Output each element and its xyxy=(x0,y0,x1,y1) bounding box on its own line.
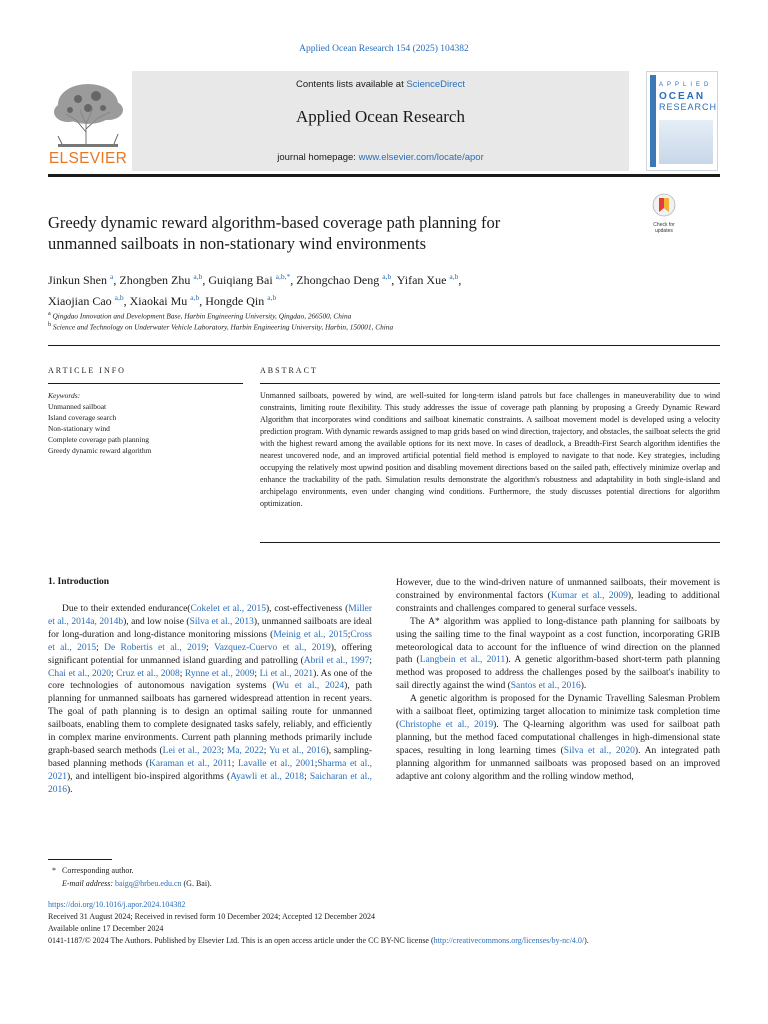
citation-link[interactable]: Santos et al., 2016 xyxy=(510,681,581,692)
citation-link[interactable]: Silva et al., 2020 xyxy=(563,745,635,756)
affiliation-a: $^a$ Qingdao Innovation and Development Base, Harbin Engineering University, Qingdao, 266500, China xyxy=(48,311,352,321)
author-name[interactable]: Zhongchao Deng xyxy=(296,273,380,287)
citation-link[interactable]: Ayawli et al., 2018 xyxy=(230,771,305,782)
doi-link[interactable]: https://doi.org/10.1016/j.apor.2024.104382 xyxy=(48,900,186,909)
citation-link[interactable]: Kumar et al., 2009 xyxy=(550,590,628,601)
citation-link[interactable]: Meinig et al., 2015 xyxy=(273,629,348,640)
journal-citation[interactable]: Applied Ocean Research 154 (2025) 104382 xyxy=(299,44,469,54)
citation-link[interactable]: Silva et al., 2013 xyxy=(189,616,254,627)
citation-link[interactable]: Ma, 2022 xyxy=(226,745,264,756)
paragraph: However, due to the wind-driven nature of unmanned sailboats, their movement is constrained by environmental factors (Kumar et al., 2009), leading to additional constraints and challenges compared to general surface vessels. xyxy=(396,578,720,614)
paragraph: Due to their extended endurance(Cokelet et al., 2015), cost-effectiveness (Miller et al., 2014a, 2014b), and low noise (Silva et al., 2013), unmanned sailboats are ideal for long-duration and long-distance monitoring missions (Meinig et al., 2015;Cross et al., 2015; De Robertis et al., 2019; Vazquez-Cuervo et al., 2019), offering significant potential for unmanned island guarding and patrolling (Abril et al., 1997; Chai et al., 2020; Cruz et al., 2008; Rynne et al., 2009; Li et al., 2021). As one of the core technologies of autonomous navigation systems (Wu et al., 2024), path planning for unmanned sailboats has garnered widespread attention in recent years. The goal of path planning is to design an optimal sailing route for unmanned sailboats, enabling them to complete designated tasks safely, reliably, and efficiently in complex marine environments. Current path planning methods primarily include graph-based search methods (Lei et al., 2023; Ma, 2022; Yu et al., 2016), sampling-based planning methods (Karaman et al., 2011; Lavalle et al., 2001;Sharma et al., 2021), and intelligent bio-inspired algorithms (Ayawli et al., 2018; Saicharan et al., 2016). xyxy=(48,604,373,795)
citation-link[interactable]: Saicharan et al., 2016 xyxy=(48,771,373,795)
cover-line1: APPLIED xyxy=(659,82,713,88)
badge-text-line1: Check for xyxy=(653,222,675,228)
header-rule xyxy=(48,174,720,177)
keyword-item: Complete coverage path planning xyxy=(48,435,150,444)
paper-title: Greedy dynamic reward algorithm-based coverage path planning for unmanned sailboats in non-stationary wind environments xyxy=(48,213,501,253)
journal-name: Applied Ocean Research xyxy=(296,107,465,126)
citation-link[interactable]: Lavalle et al., 2001 xyxy=(237,758,315,769)
sciencedirect-link[interactable]: ScienceDirect xyxy=(406,79,465,90)
author-affiliation-marker[interactable]: a,b xyxy=(190,293,200,302)
keyword-item: Unmanned sailboat xyxy=(48,402,107,411)
body-column-right xyxy=(396,577,720,784)
publisher-wordmark: ELSEVIER xyxy=(48,150,128,167)
cover-stripe xyxy=(650,75,656,167)
citation-link[interactable]: De Robertis et al., 2019 xyxy=(104,642,207,653)
author-name[interactable]: Xiaokai Mu xyxy=(129,294,188,308)
citation-link[interactable]: Yu et al., 2016 xyxy=(268,745,326,756)
journal-cover[interactable] xyxy=(646,71,718,171)
author-list: Jinkun Shen $^a$, Zhongben Zhu $^{a,b}$, Guiqiang Bai $^{a,b,*}$, Zhongchao Deng $^{a,b}$, Yifan Xue $^{a,b}$, Xiaojian Cao $^{a,b}$, Xiaokai Mu $^{a,b}$, Hongde Qin $^{a,b}$ xyxy=(48,272,462,308)
citation-link[interactable]: Cokelet et al., 2015 xyxy=(190,604,266,614)
corresponding-author-note: * Corresponding author. xyxy=(52,866,134,875)
received-dates: Received 31 August 2024; Received in revised form 10 December 2024; Accepted 12 December 2024 xyxy=(48,912,376,921)
body-column-left xyxy=(48,603,372,797)
author-name[interactable]: Xiaojian Cao xyxy=(48,294,112,308)
footnote-rule xyxy=(48,859,112,860)
author-affiliation-marker[interactable]: a,b xyxy=(193,272,203,281)
article-info-heading: ARTICLE INFO xyxy=(48,366,126,375)
citation-link[interactable]: Chai et al., 2020 xyxy=(48,668,112,679)
citation-link[interactable]: Sharma et al., 2021 xyxy=(48,758,372,782)
citation-link[interactable]: Cruz et al., 2008 xyxy=(116,668,180,679)
citation-link[interactable]: Abril et al., 1997 xyxy=(303,655,370,666)
author-name[interactable]: Hongde Qin xyxy=(205,294,265,308)
author-affiliation-marker[interactable]: a,b xyxy=(267,293,277,302)
paragraph: The A* algorithm was applied to long-distance path planning for sailboats by using the sailing time to the final waypoint as a cost function, incorporating GRIB meteorological data to account for the influence of wind direction on the planned path (Langbein et al., 2011). A genetic algorithm-based short-term path planning method was proposed to address the challenges posed by the sailboat's inability to sail directly against the wind (Santos et al., 2016). xyxy=(396,616,720,692)
homepage-line: journal homepage: www.elsevier.com/locate/apor xyxy=(277,152,484,163)
author-affiliation-marker[interactable]: a,b xyxy=(114,293,124,302)
keyword-item: Greedy dynamic reward algorithm xyxy=(48,446,152,455)
citation-link[interactable]: Christophe et al., 2019 xyxy=(399,719,494,730)
citation-link[interactable]: Karaman et al., 2011 xyxy=(149,758,232,769)
citation-link[interactable]: Lei et al., 2023 xyxy=(162,745,222,756)
bookmark-icon xyxy=(646,193,682,217)
affiliation-b: $^b$ Science and Technology on Underwater Vehicle Laboratory, Harbin Engineering University, Harbin, 150001, China xyxy=(48,322,394,332)
keywords-label: Keywords: xyxy=(48,391,81,400)
section-heading-introduction: 1. Introduction xyxy=(48,577,110,587)
cover-line2: OCEAN xyxy=(659,91,706,102)
citation-link[interactable]: Langbein et al., 2011 xyxy=(419,655,506,666)
citation-link[interactable]: Li et al., 2021 xyxy=(259,668,314,679)
paragraph: A genetic algorithm is proposed for the Dynamic Travelling Salesman Problem with a sailboat fleet, optimizing target allocation to minimize task completion time (Christophe et al., 2019). The Q-learning algorithm was used for sailboat path planning, but the method faced computational challenges in high-dimensional state spaces, resulting in long learning times (Silva et al., 2020). An integrated path planning algorithm for unmanned sailboats was proposed based on an improved adaptive ant colony algorithm and the rolling window method, xyxy=(396,694,720,782)
abstract-rule xyxy=(260,383,720,384)
author-name[interactable]: Guiqiang Bai xyxy=(208,273,273,287)
keyword-item: Non-stationary wind xyxy=(48,424,110,433)
abstract-text: Unmanned sailboats, powered by wind, are well-suited for long-term island patrols but face challenges in maneuverability due to wind constraints, limiting route flexibility. This study addresses the issue of coverage path planning by proposing a Greedy Dynamic Reward Algorithm that incorporates wind conditions and sailboat kinematic constraints. A sailboat movement model is developed using a velocity prediction program. With dynamic rewards assigned to map grids based on wind direction, trajectory, and obstacles, the sailboat selects the grid with the highest reward among the available options for its next move. In cases of deadlock, a Breadth-First Search algorithm identifies the nearest uncovered node, and an improved artificial potential field method is employed to navigate to that node. Key strategies, including occupying the relatively most upwind position and disabling movement directions based on the sailed path, effectively minimize overlap and enhance the trackability of the path. Simulation results demonstrate the algorithm's robustness and adaptability in both single-island and archipelago environments, even under changing wind conditions. Furthermore, the study discusses potential directions for algorithm optimization. xyxy=(260,391,720,508)
article-info-rule xyxy=(48,383,243,384)
author-affiliation-marker[interactable]: a,b,* xyxy=(275,272,291,281)
citation-link[interactable]: Cross et al., 2015 xyxy=(48,629,373,653)
author-name[interactable]: Jinkun Shen xyxy=(48,273,108,287)
author-affiliation-marker[interactable]: a xyxy=(110,272,114,281)
license-link[interactable]: http://creativecommons.org/licenses/by-nc/4.0/ xyxy=(433,936,585,945)
abstract-heading: ABSTRACT xyxy=(260,366,318,375)
online-date: Available online 17 December 2024 xyxy=(48,924,164,933)
author-affiliation-marker[interactable]: a,b xyxy=(449,272,459,281)
homepage-link[interactable]: www.elsevier.com/locate/apor xyxy=(358,152,484,163)
keyword-item: Island coverage search xyxy=(48,413,117,422)
author-affiliation-marker[interactable]: a,b xyxy=(382,272,392,281)
check-for-updates-badge[interactable] xyxy=(646,193,682,234)
citation-link[interactable]: Miller et al., 2014a, 2014b xyxy=(48,604,373,627)
cover-image xyxy=(659,120,713,164)
badge-text-line2: updates xyxy=(655,228,673,234)
citation-link[interactable]: Vazquez-Cuervo et al., 2019 xyxy=(213,642,331,653)
author-name[interactable]: Zhongben Zhu xyxy=(119,273,191,287)
license-line: 0141-1187/© 2024 The Authors. Published by Elsevier Ltd. This is an open access article under the CC BY-NC license (http://creativecommons.org/licenses/by-nc/4.0/). xyxy=(48,936,589,945)
email-link[interactable]: baigq@hrbeu.edu.cn xyxy=(115,879,182,888)
citation-link[interactable]: Wu et al., 2024 xyxy=(275,681,345,692)
affiliation-rule xyxy=(48,345,720,346)
contents-line: Contents lists available at ScienceDirect xyxy=(296,79,465,90)
email-note: E-mail address: baigq@hrbeu.edu.cn (G. Bai). xyxy=(62,879,212,888)
abstract-bottom-rule xyxy=(260,542,720,543)
cover-line3: RESEARCH xyxy=(659,102,718,112)
author-name[interactable]: Yifan Xue xyxy=(396,273,447,287)
citation-link[interactable]: Rynne et al., 2009 xyxy=(184,668,255,679)
